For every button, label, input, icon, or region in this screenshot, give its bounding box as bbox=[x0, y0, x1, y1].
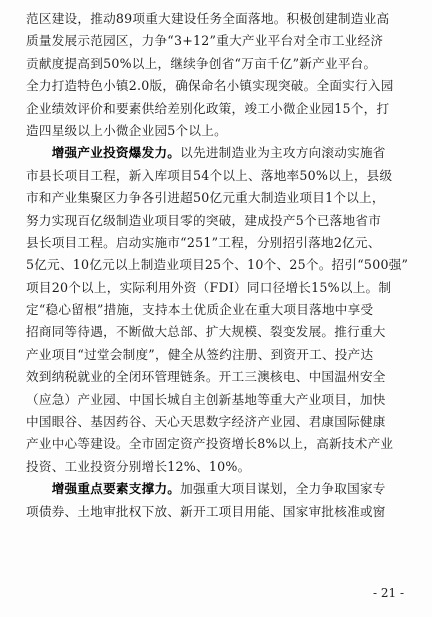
text-line: 企业绩效评价和要素供给差别化政策，竣工小微企业园15个，打 bbox=[26, 100, 390, 116]
text-line: 效到纳税就业的全闭环管理链条。开工三澳核电、中国温州安全 bbox=[26, 369, 386, 385]
text-line: 造四星级以上小微企业园5个以上。 bbox=[26, 122, 227, 138]
paragraph-1 bbox=[26, 8, 410, 142]
text-line: 投资、工业投资分别增长12%、10%。 bbox=[26, 458, 251, 474]
page-number: - 21 - bbox=[372, 586, 404, 600]
text-line: 质量发展示范园区，力争“3+12”重大产业平台对全市工业经济 bbox=[26, 33, 384, 49]
text-line bbox=[26, 142, 410, 164]
text-line: 招商同等待遇，不断做大总部、扩大规模、裂变发展。推行重大 bbox=[26, 324, 386, 340]
text-run: 以先进制造业为主攻方向滚动实施省 bbox=[180, 145, 386, 161]
text-line: 贡献度提高到50%以上，继续争创省“万亩千亿”新产业平台。 bbox=[26, 55, 377, 71]
text-line: 产业中心等建设。全市固定资产投资增长8%以上，高新技术产业 bbox=[26, 436, 394, 452]
text-run: 加强重大项目谋划，全力争取国家专 bbox=[180, 481, 386, 497]
text-line bbox=[26, 478, 410, 500]
text-line: 市县长项目工程，新入库项目54个以上、落地率50%以上，县级 bbox=[26, 167, 393, 183]
text-line: 产业项目“过堂会制度”，健全从签约注册、到资开工、投产达 bbox=[26, 346, 374, 362]
text-line: 中国眼谷、基因药谷、天心天思数字经济产业园、君康国际健康 bbox=[26, 414, 386, 430]
text-line: 项债券、土地审批权下放、新开工项目用能、国家审批核准或窗 bbox=[26, 503, 386, 519]
text-line: 县长项目工程。启动实施市“251”工程，分别招引落地2亿元、 bbox=[26, 234, 381, 250]
text-line: 5亿元、10亿元以上制造业项目25个、10个、25个。招引“500强” bbox=[26, 257, 409, 273]
text-line: 全力打造特色小镇2.0版，确保命名小镇实现突破。全面实行入园 bbox=[26, 78, 394, 94]
body-text bbox=[26, 8, 410, 523]
text-line: 努力实现百亿级制造业项目零的突破，建成投产5个已落地省市 bbox=[26, 212, 382, 228]
text-line: 市和产业集聚区力争各引进超50亿元重大制造业项目1个以上， bbox=[26, 190, 385, 206]
section-heading-factors: 增强重点要素支撑力。 bbox=[51, 481, 181, 497]
text-line: 范区建设，推动89项重大建设任务全面落地。积极创建制造业高 bbox=[26, 11, 390, 26]
text-line: （应急）产业园、中国长城自主创新基地等重大产业项目，加快 bbox=[26, 391, 386, 407]
text-line: 项目20个以上，实际利用外资（FDI）同口径增长15%以上。制 bbox=[26, 279, 392, 295]
paragraph-3 bbox=[26, 478, 410, 523]
section-heading-investment: 增强产业投资爆发力。 bbox=[51, 145, 181, 161]
text-line: 定“稳心留根”措施，支持本土优质企业在重大项目落地中享受 bbox=[26, 302, 374, 318]
paragraph-2 bbox=[26, 142, 410, 478]
